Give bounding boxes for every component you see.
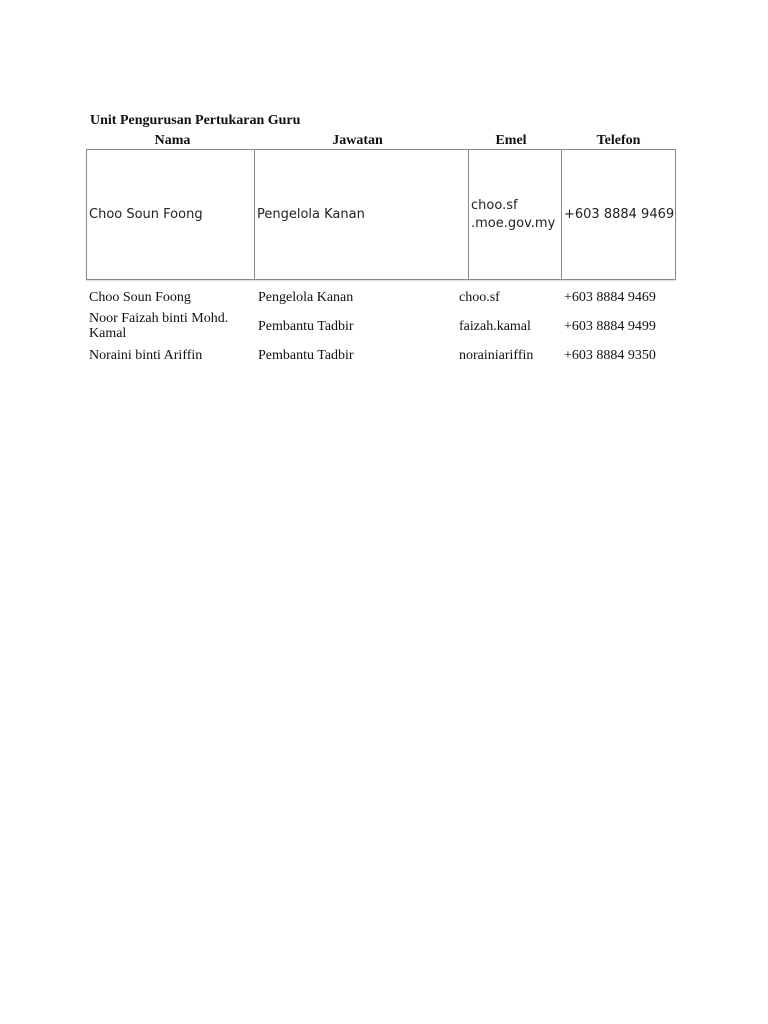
- cell-telefon: +603 8884 9350: [564, 348, 656, 363]
- popup-cell-emel: [469, 150, 562, 279]
- cell-emel: faizah.kamal: [459, 319, 531, 334]
- cell-emel: norainiariffin: [459, 348, 534, 363]
- popup-emel-line1: choo.sf: [471, 197, 518, 213]
- page-title: Unit Pengurusan Pertukaran Guru: [90, 113, 301, 128]
- cell-telefon: +603 8884 9469: [564, 290, 656, 305]
- header-nama: Nama: [154, 133, 191, 148]
- popup-nama: Choo Soun Foong: [89, 207, 203, 222]
- cell-jawatan: Pembantu Tadbir: [258, 319, 354, 334]
- popup-emel-line2: .moe.gov.my: [471, 215, 556, 231]
- cell-nama: Noor Faizah binti Mohd. Kamal: [89, 311, 229, 341]
- popup-cell-nama: [87, 150, 255, 279]
- table-row: [0, 348, 768, 364]
- popup-cell-jawatan: [255, 150, 469, 279]
- cell-nama: Noraini binti Ariffin: [89, 348, 203, 363]
- popup-jawatan: Pengelola Kanan: [257, 207, 365, 222]
- popup-telefon: +603 8884 9469: [564, 207, 675, 222]
- cell-nama: Choo Soun Foong: [89, 290, 191, 305]
- header-emel: Emel: [495, 133, 527, 148]
- row-detail-popup[interactable]: [86, 149, 676, 280]
- popup-cell-telefon: [562, 150, 675, 279]
- table-row: [0, 311, 768, 343]
- header-jawatan: Jawatan: [332, 133, 383, 148]
- cell-jawatan: Pembantu Tadbir: [258, 348, 354, 363]
- table-row: [0, 290, 768, 306]
- cell-telefon: +603 8884 9499: [564, 319, 656, 334]
- cell-emel: choo.sf: [459, 290, 500, 305]
- cell-jawatan: Pengelola Kanan: [258, 290, 354, 305]
- header-telefon: Telefon: [596, 133, 641, 148]
